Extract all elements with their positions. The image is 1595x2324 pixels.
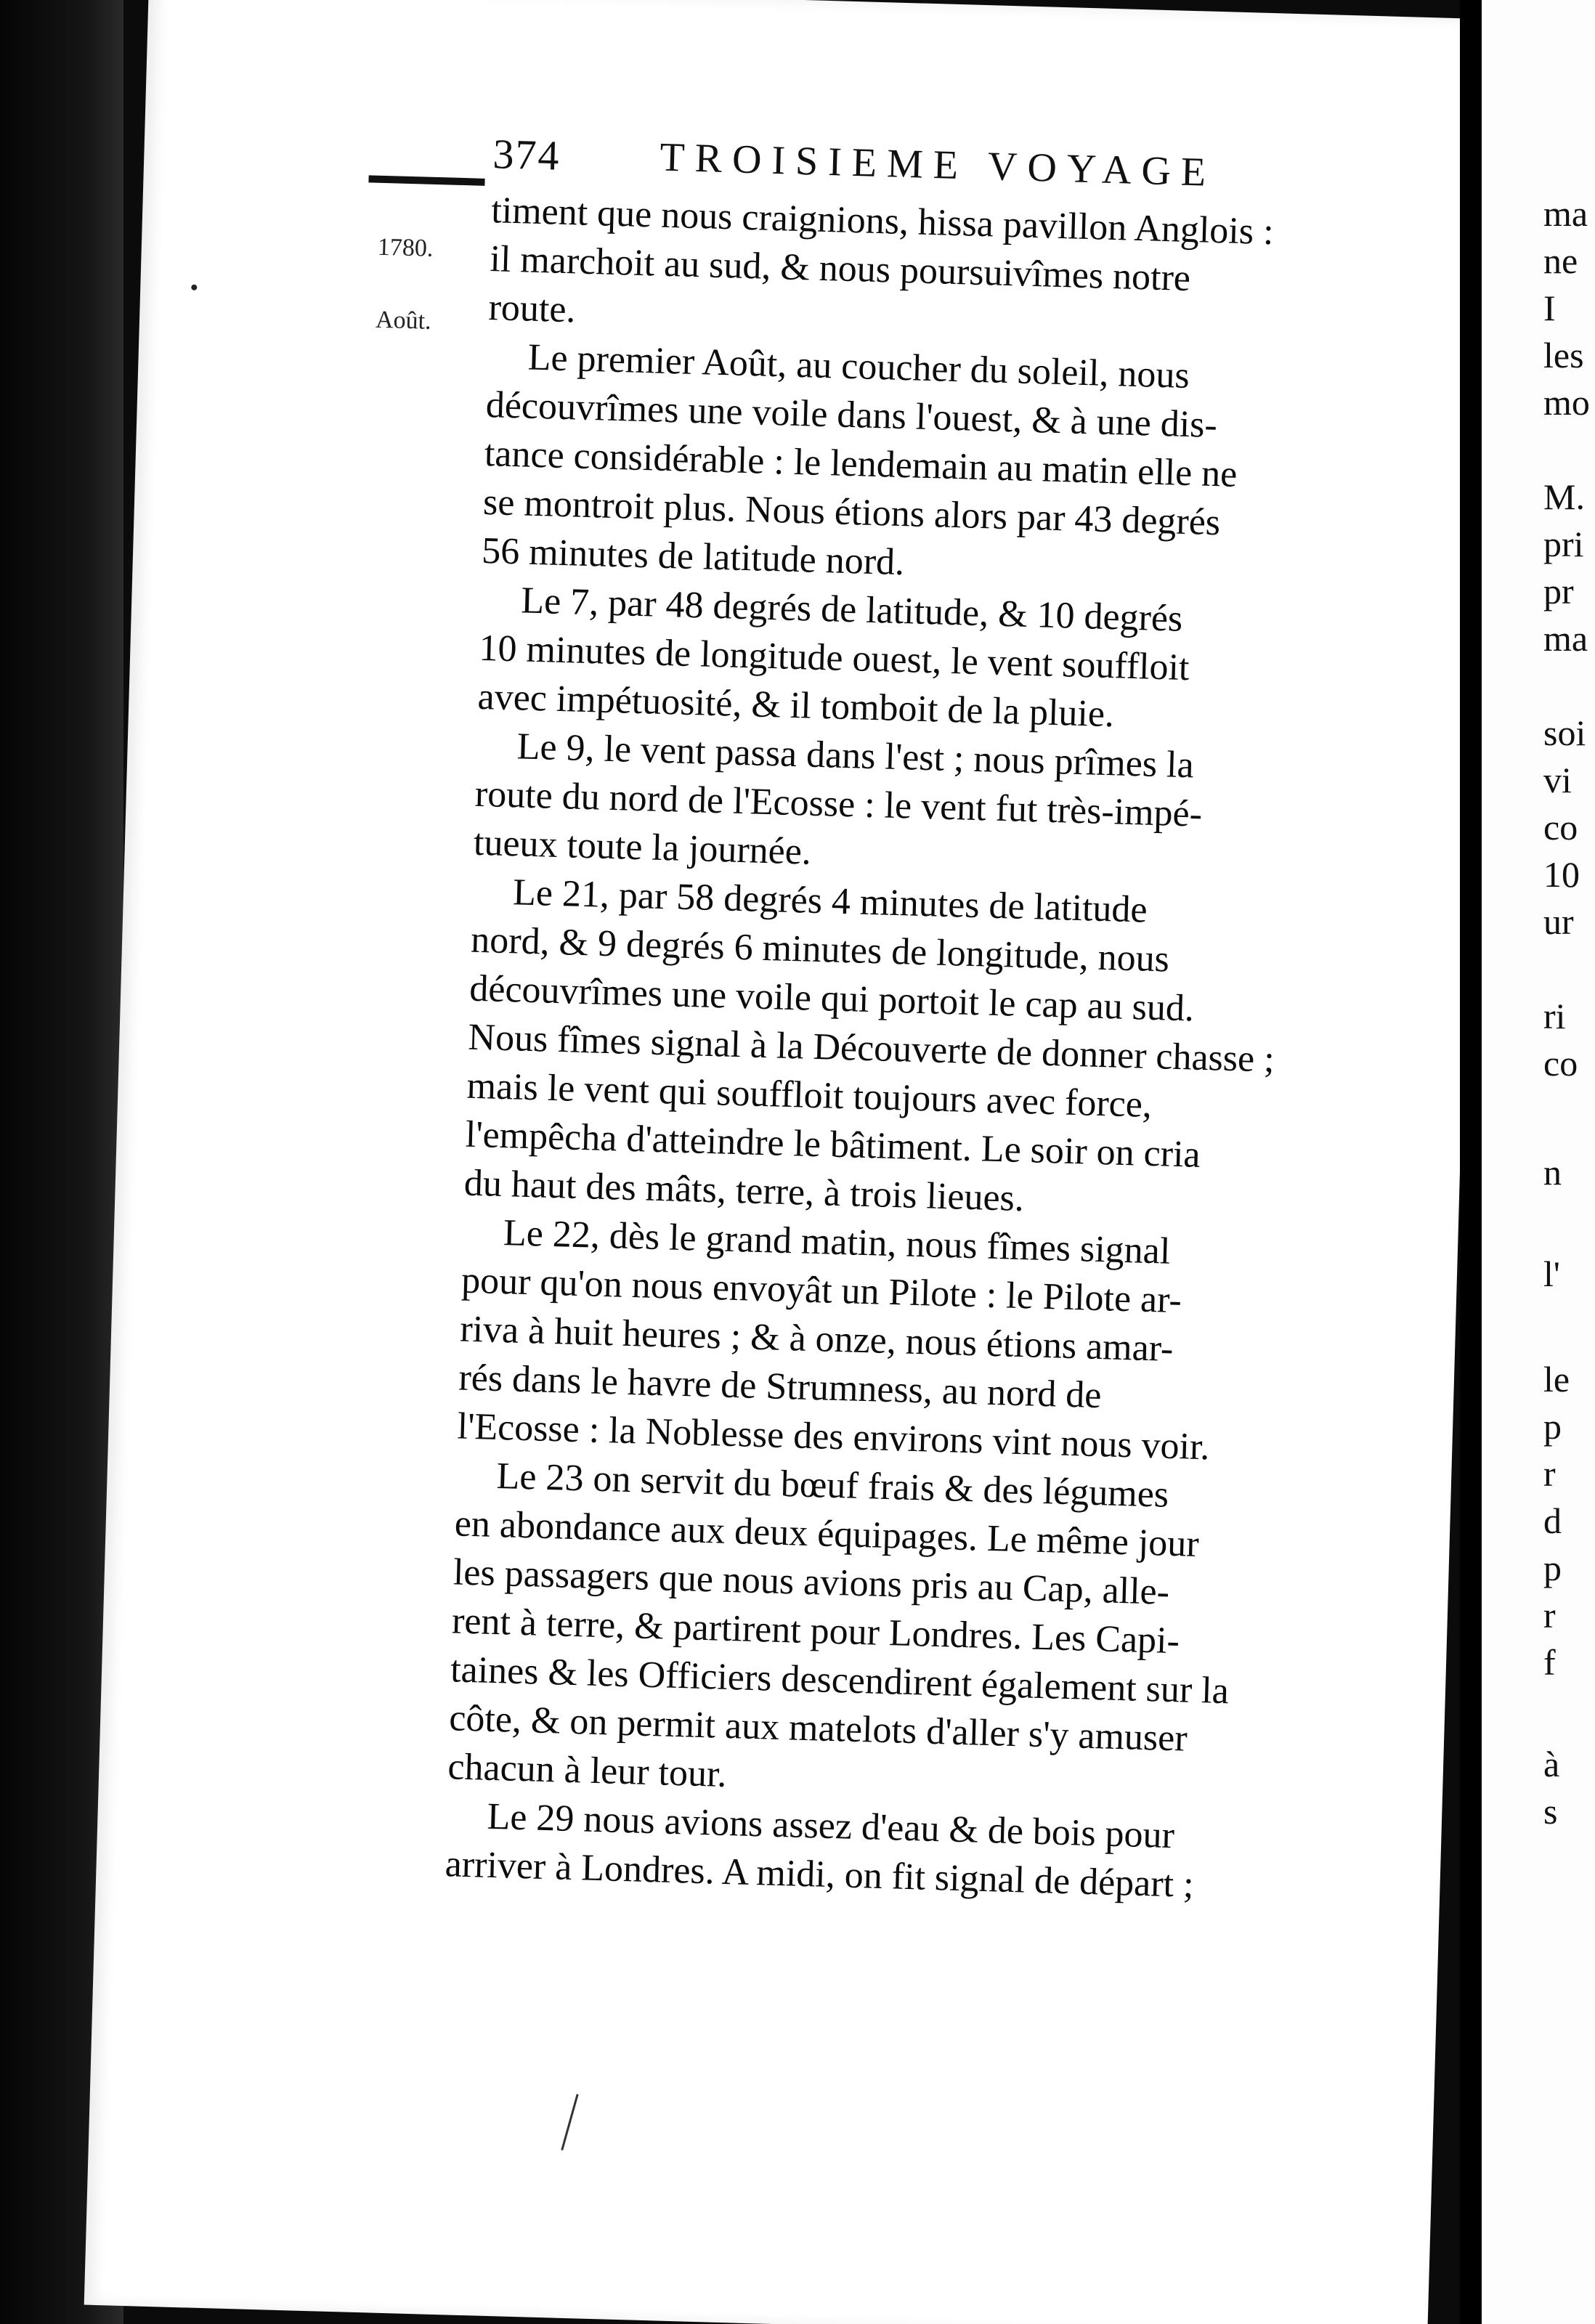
text-line: tueux toute la journée.: [473, 821, 812, 873]
margin-note-month: Août.: [375, 306, 432, 335]
facing-text: d: [1543, 1500, 1562, 1541]
facing-text: p: [1543, 1406, 1562, 1447]
text-line: Nous fîmes signal à la Découverte de donner chasse ;: [467, 1016, 1275, 1081]
facing-text: n: [1543, 1152, 1562, 1193]
scan-speck: [191, 285, 197, 290]
margin-note-year: 1780.: [377, 233, 434, 262]
left-page: [84, 0, 1493, 2324]
facing-text: l': [1543, 1254, 1560, 1294]
facing-text: à: [1543, 1744, 1560, 1784]
text-line: se montroit plus. Nous étions alors par 43 degrés: [482, 481, 1221, 544]
facing-text: r: [1543, 1453, 1556, 1494]
text-line: 10 minutes de longitude ouest, le vent souffloit: [478, 627, 1190, 689]
text-line: du haut des mâts, terre, à trois lieues.: [463, 1162, 1025, 1220]
text-line: chacun à leur tour.: [447, 1746, 728, 1795]
facing-text: soi: [1543, 712, 1586, 753]
text-line: découvrîmes une voile dans l'ouest, & à une dis-: [485, 383, 1218, 447]
facing-text: le: [1543, 1359, 1570, 1399]
text-line: en abondance aux deux équipages. Le même jour: [454, 1503, 1200, 1565]
text-line: timent que nous craignions, hissa pavillon Anglois :: [490, 190, 1275, 253]
text-line: les passagers que nous avions pris au Cap, alle-: [452, 1551, 1170, 1613]
facing-text: ma: [1543, 193, 1588, 234]
text-line: tance considérable : le lendemain au matin elle ne: [484, 432, 1238, 495]
facing-text: pri: [1543, 524, 1584, 564]
text-line: il marchoit au sud, & nous poursuivîmes notre: [489, 238, 1191, 299]
text-line: l'Ecosse : la Noblesse des environs vint nous voir.: [456, 1405, 1211, 1468]
facing-text: ma: [1543, 618, 1588, 659]
text-line: arriver à Londres. A midi, on fit signal de départ ;: [445, 1843, 1195, 1906]
running-title: TROISIEME VOYAGE: [659, 134, 1217, 195]
text-line: route du nord de l'Ecosse : le vent fut très-impé-: [474, 773, 1203, 835]
facing-text: r: [1543, 1595, 1556, 1636]
header-rule: [368, 175, 484, 185]
facing-text: ur: [1543, 901, 1574, 942]
facing-text: s: [1543, 1791, 1558, 1832]
text-line: l'empêcha d'atteindre le bâtiment. Le soir on cria: [465, 1113, 1201, 1176]
right-page-fragment: [1482, 0, 1595, 2324]
facing-text: mo: [1543, 382, 1590, 423]
text-line: nord, & 9 degrés 6 minutes de longitude, nous: [470, 919, 1170, 980]
facing-text: vi: [1543, 760, 1572, 800]
text-line: Le 7, par 48 degrés de latitude, & 10 degrés: [520, 580, 1184, 640]
facing-text: f: [1543, 1642, 1556, 1683]
page-number: 374: [492, 130, 561, 179]
text-line: avec impétuosité, & il tomboit de la pluie.: [476, 675, 1115, 736]
text-line: 56 minutes de latitude nord.: [481, 529, 905, 584]
text-line: côte, & on permit aux matelots d'aller s'y amuser: [448, 1697, 1188, 1760]
facing-text: ne: [1543, 240, 1578, 281]
text-line: taines & les Officiers descendirent également sur la: [450, 1649, 1230, 1712]
text-line: rent à terre, & partirent pour Londres. Les Capi-: [451, 1600, 1180, 1662]
text-line: découvrîmes une voile qui portoit le cap au sud.: [468, 967, 1195, 1030]
text-line: Le 9, le vent passa dans l'est ; nous prîmes la: [516, 726, 1195, 787]
facing-text: 10: [1543, 854, 1580, 895]
text-line: Le 23 on servit du bœuf frais & des légumes: [495, 1455, 1169, 1516]
text-line: rés dans le havre de Strumness, au nord de: [458, 1357, 1103, 1417]
facing-text: co: [1543, 1043, 1578, 1084]
text-line: route.: [487, 287, 577, 331]
facing-text: pr: [1543, 571, 1574, 612]
text-line: pour qu'on nous envoyât un Pilote : le Pilote ar-: [460, 1259, 1182, 1322]
facing-text: co: [1543, 807, 1578, 848]
facing-text: M.: [1543, 476, 1585, 517]
facing-text: I: [1543, 288, 1556, 328]
text-line: Le premier Août, au coucher du soleil, nous: [527, 336, 1190, 397]
text-line: Le 21, par 58 degrés 4 minutes de latitude: [512, 871, 1148, 931]
text-line: Le 22, dès le grand matin, nous fîmes signal: [503, 1212, 1172, 1272]
text-line: Le 29 nous avions assez d'eau & de bois pour: [486, 1795, 1175, 1857]
facing-text: p: [1543, 1548, 1562, 1588]
facing-text: ri: [1543, 996, 1566, 1036]
facing-text: les: [1543, 335, 1584, 375]
pencil-mark: [561, 2094, 578, 2150]
text-line: riva à huit heures ; & à onze, nous étions amar-: [459, 1308, 1174, 1370]
text-line: mais le vent qui souffloit toujours avec force,: [466, 1065, 1153, 1126]
body-text: [445, 186, 1559, 1918]
